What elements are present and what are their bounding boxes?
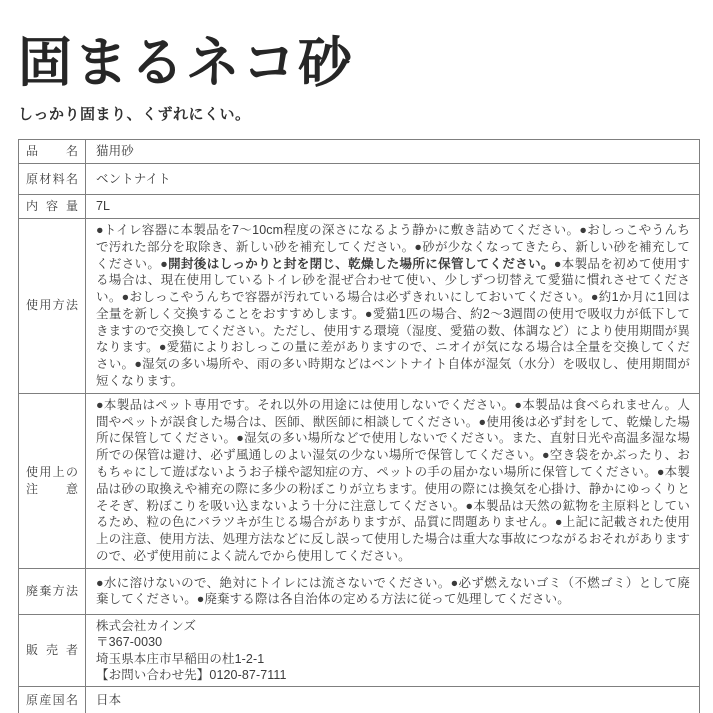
usage-text-normal-2: ●本製品を初めて使用する場合は、現在使用しているトイレ砂を混ぜ合わせて使い、少しずつ切替えて愛猫に慣れさせてください。●おしっこやうんちで容器が汚れている場合は必ずきれいにしておいてください。●約1か月に1回は全量を新しく交換することをおすすめします。●愛猫1匹の場合、約2〜3週間の使用で吸収力が低下してきますので交換してください。ただし、使用する環境（湿度、愛猫の数、体調など）により使用期間が異なります。●愛猫によりおしっこの量に差がありますので、ニオイが気になる場合は全量を交換してください。●湿気の多い場所や、雨の多い時期などはベントナイト自体が湿気（水分）を吸収し、使用期間が短くなります。 bbox=[96, 256, 691, 389]
value-precautions: ●本製品はペット専用です。それ以外の用途には使用しないでください。●本製品は食べられません。人間やペットが誤食した場合は、医師、獣医師に相談してください。●使用後は必ず封をして、乾燥した場所に保管してください。●湿気の多い場所などで使用しないでください。また、直射日光や高温多湿な場所での保管は避け、必ず風通しのよい湿気の少ない場所で保管してください。●空き袋をかぶったり、おもちゃにして遊ばないようお子様や認知症の方、ペットの手の届かない場所に保管してください。●本製品は砂の取換えや補充の際に多少の粉ぼこりが立ちます。使用の際には換気を心掛け、静かにゆっくりとそそぎ、粉ぼこりを吸い込まないよう十分に注意してください。●本製品は天然の鉱物を主原料としているため、粒の色にバラツキが生じる場合がありますが、品質に問題ありません。●上記に記載された使用上の注意、使用方法、処理方法などに反し誤って使用した場合は重大な事故につながるおそれがありますので、必ず使用前によく読んでから使用してください。 bbox=[86, 393, 700, 568]
value-usage-instructions bbox=[86, 218, 700, 393]
label-materials: 原 材 料 名 bbox=[19, 164, 86, 195]
row-product-name bbox=[19, 140, 700, 164]
row-usage-instructions bbox=[19, 218, 700, 393]
label-product-name: 品 名 bbox=[19, 140, 86, 164]
value-materials: ベントナイト bbox=[86, 164, 700, 195]
label-contents: 内 容 量 bbox=[19, 195, 86, 219]
value-disposal: ●水に溶けないので、絶対にトイレには流さないでください。●必ず燃えないゴミ（不燃ゴミ）として廃棄してください。●廃棄する際は各自治体の定める方法に従って処理してください。 bbox=[86, 568, 700, 614]
seller-postal-code: 〒367-0030 bbox=[96, 635, 163, 650]
row-country-of-origin bbox=[19, 687, 700, 713]
label-precautions: 使 用 上 の 注 意 bbox=[19, 393, 86, 568]
value-contents: 7L bbox=[86, 195, 700, 219]
usage-text-normal-1: ●トイレ容器に本製品を7〜10cm程度の深さになるよう静かに敷き詰めてください。●おしっこやうんちで汚れた部分を取除き、新しい砂を補充してください。●砂が少なくなってきたら、新しい砂を補充してください。 bbox=[96, 222, 690, 271]
seller-company: 株式会社カインズ bbox=[96, 618, 197, 633]
value-seller bbox=[86, 614, 700, 687]
product-spec-table bbox=[18, 139, 700, 713]
value-country-of-origin: 日本 bbox=[86, 687, 700, 713]
row-materials bbox=[19, 164, 700, 195]
usage-text-bold: ●開封後はしっかりと封を閉じ、乾燥した場所に保管してください。 bbox=[160, 256, 554, 271]
page-subtitle: しっかり固まり、くずれにくい。 bbox=[18, 106, 251, 124]
label-country-of-origin: 原 産 国 名 bbox=[19, 687, 86, 713]
page-title: 固まるネコ砂 bbox=[18, 33, 354, 93]
label-seller: 販 売 者 bbox=[19, 614, 86, 687]
row-contents bbox=[19, 195, 700, 219]
label-disposal: 廃 棄 方 法 bbox=[19, 568, 86, 614]
seller-address: 埼玉県本庄市早稲田の杜1-2-1 bbox=[96, 651, 265, 666]
seller-contact-phone: 【お問い合わせ先】0120-87-7111 bbox=[96, 668, 287, 683]
row-disposal bbox=[19, 568, 700, 614]
row-seller bbox=[19, 614, 700, 687]
label-usage-instructions: 使 用 方 法 bbox=[19, 218, 86, 393]
value-product-name: 猫用砂 bbox=[86, 140, 700, 164]
row-precautions bbox=[19, 393, 700, 568]
